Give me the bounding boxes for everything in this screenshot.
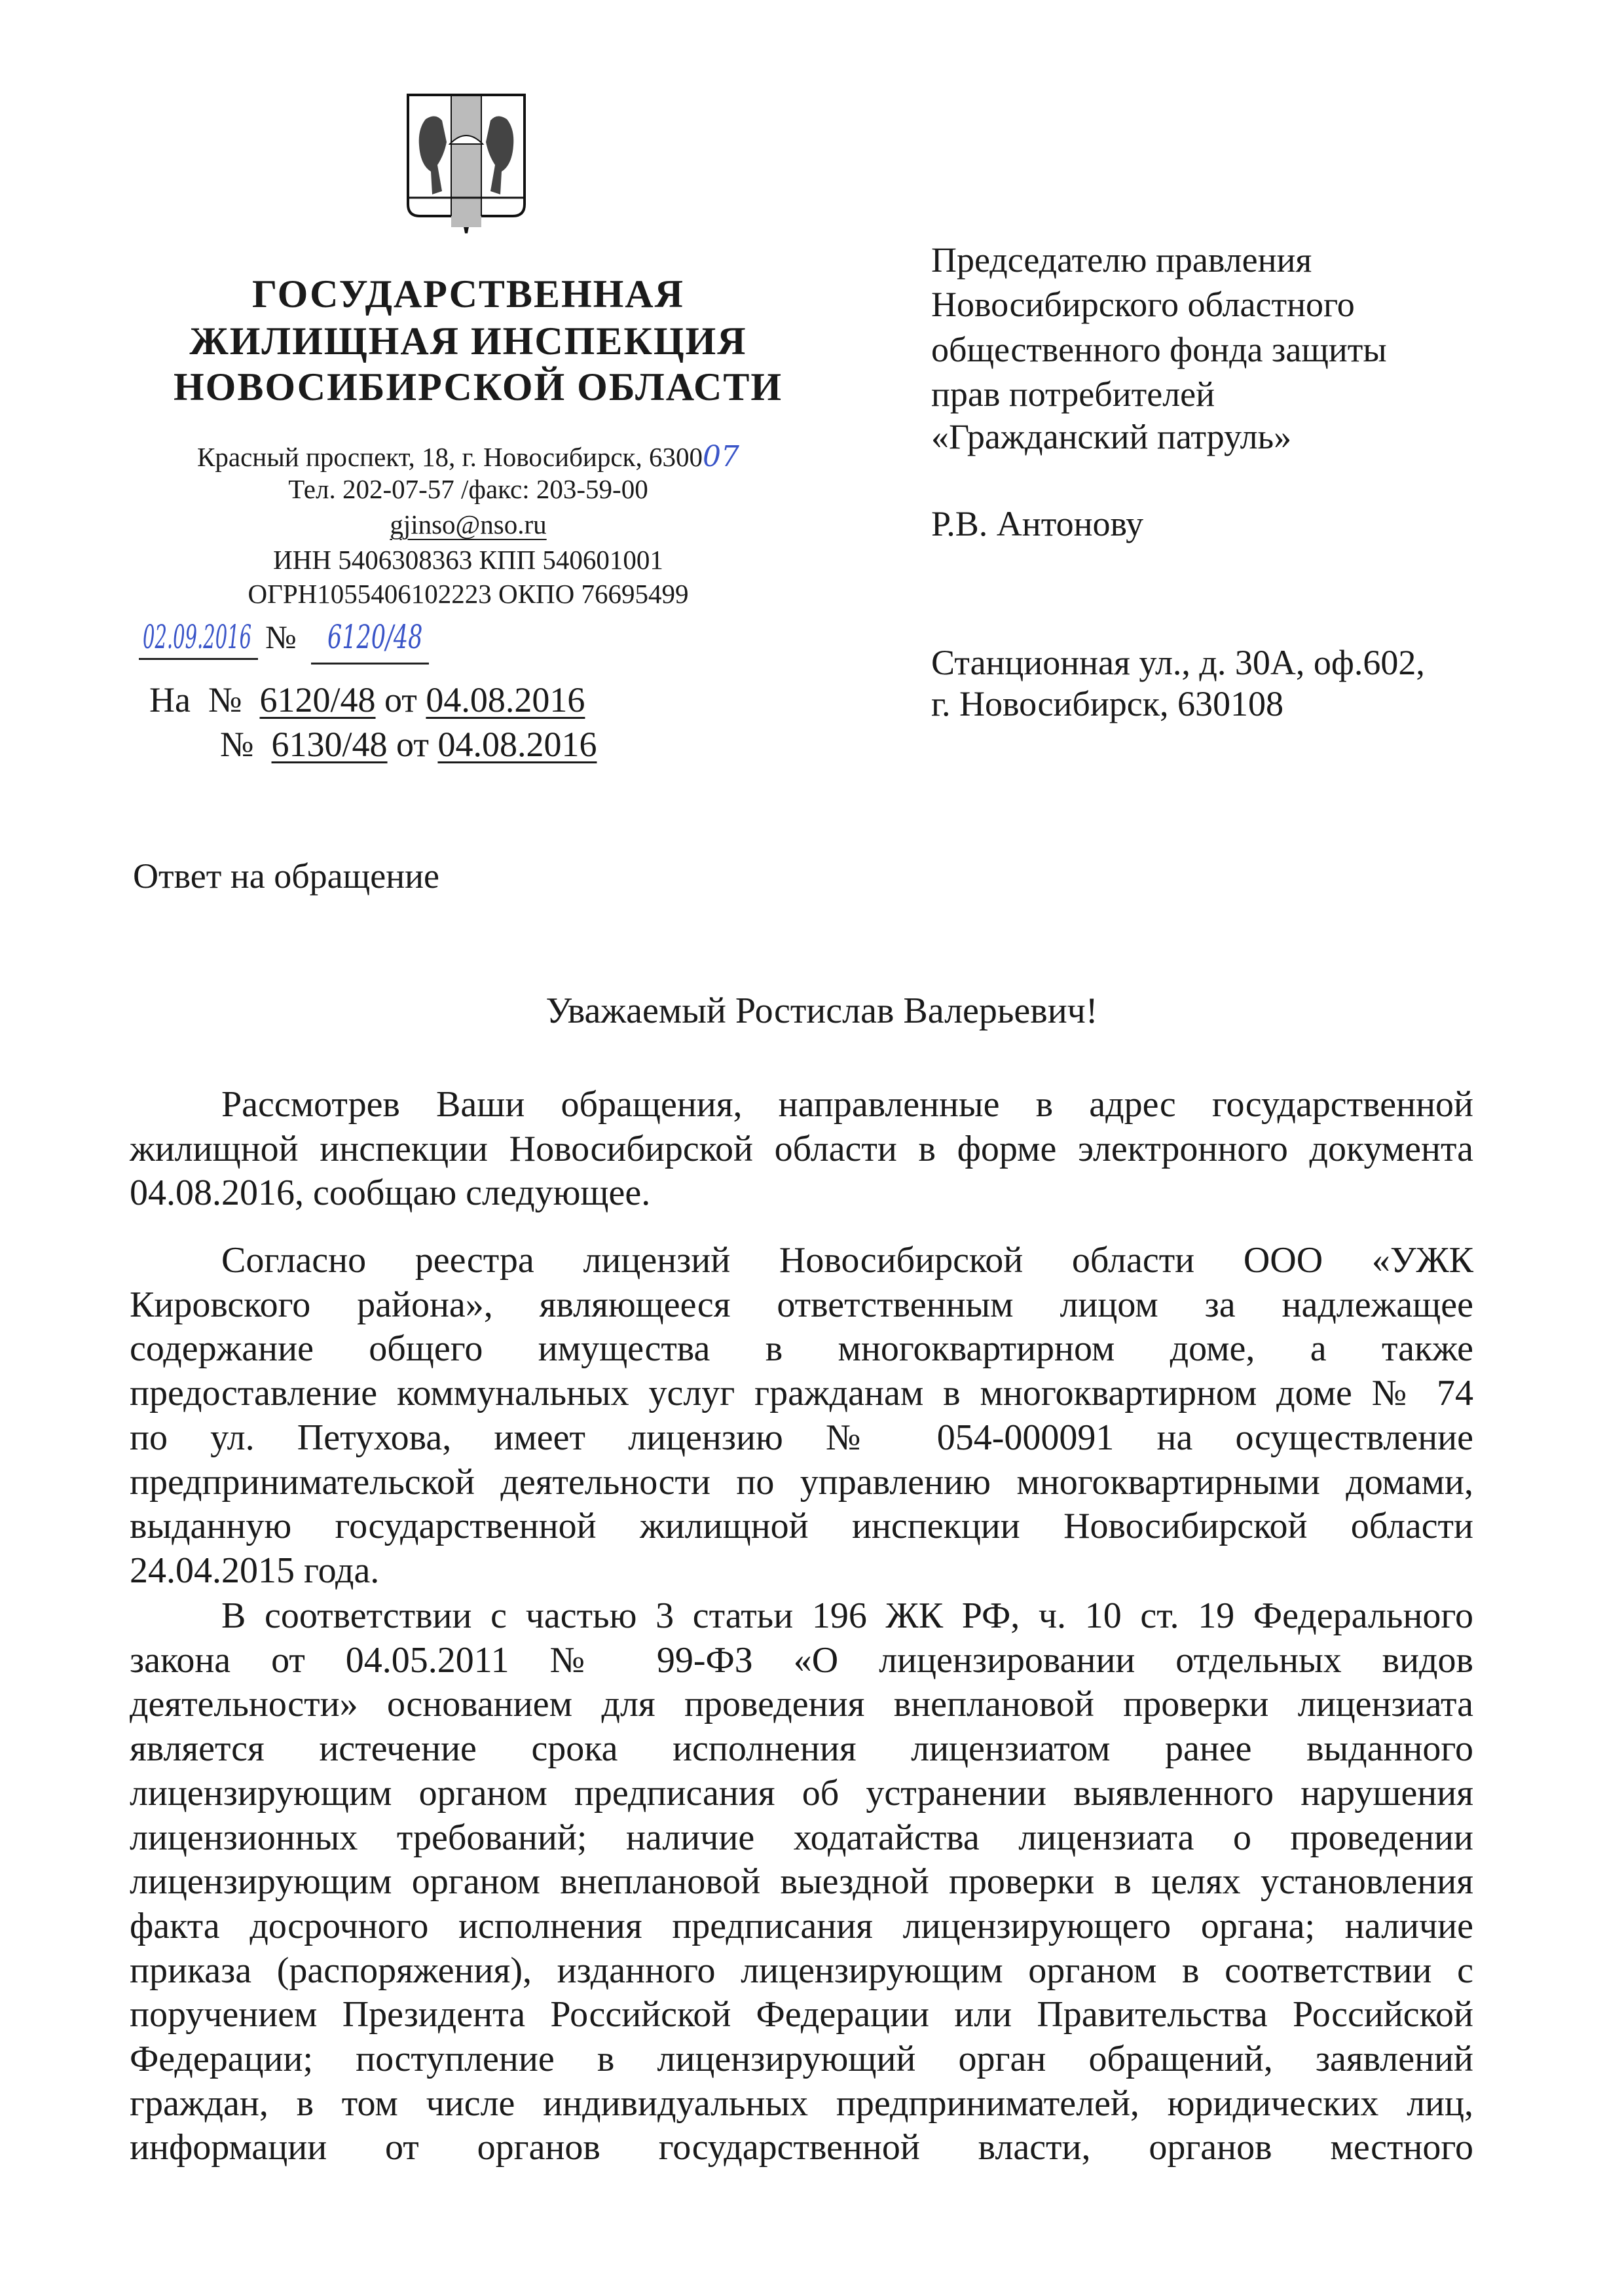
- sender-phone: Тел. 202-07-57 /факс: 203-59-00: [288, 474, 648, 504]
- paragraph-3-line: лицензионных требований; наличие ходатайства лицензиата о проведении: [130, 1817, 1473, 1858]
- subject-line: Ответ на обращение: [133, 856, 439, 896]
- paragraph-3-line: закона от 04.05.2011 № 99-ФЗ «О лицензировании отдельных видов: [130, 1639, 1473, 1681]
- recipient-line: общественного фонда защиты: [931, 330, 1387, 369]
- salutation: Уважаемый Ростислав Валерьевич!: [545, 991, 1098, 1031]
- reference-number-sign: №: [208, 680, 242, 720]
- paragraph-2-line: по ул. Петухова, имеет лицензию № 054-000091 на осуществление: [130, 1417, 1473, 1458]
- paragraph-3-line: деятельности» основанием для проведения внеплановой проверки лицензиата: [130, 1684, 1473, 1725]
- paragraph-3-line: факта досрочного исполнения предписания лицензирующего органа; наличие: [130, 1905, 1473, 1946]
- paragraph-3-line: приказа (распоряжения), изданного лицензирующим органом в соответствии с: [130, 1950, 1473, 1991]
- handwritten-postcode-fix: 07: [702, 440, 739, 473]
- sender-address-text: Красный проспект, 18, г. Новосибирск, 6300: [197, 442, 703, 472]
- recipient-address-line: г. Новосибирск, 630108: [931, 684, 1283, 723]
- recipient-address-line: Станционная ул., д. 30А, оф.602,: [931, 643, 1425, 682]
- paragraph-1-line: жилищной инспекции Новосибирской области в форме электронного документа: [130, 1128, 1473, 1169]
- paragraph-3-line: лицензирующим органом внеплановой выездной проверки в целях установления: [130, 1861, 1473, 1903]
- sender-email-row: [174, 509, 763, 540]
- paragraph-3-line: поручением Президента Российской Федерации или Правительства Российской: [130, 1994, 1473, 2035]
- number-underline: [311, 663, 429, 665]
- reference-date: 04.08.2016: [437, 725, 597, 764]
- reference-date: 04.08.2016: [426, 680, 585, 720]
- paragraph-2-line: предпринимательской деятельности по управлению многоквартирными домами,: [130, 1461, 1473, 1503]
- reference-line-1: [149, 680, 585, 720]
- sender-email[interactable]: gjinso@nso.ru: [390, 509, 547, 539]
- sender-address: [174, 440, 763, 473]
- paragraph-2-line: Согласно реестра лицензий Новосибирской области ООО «УЖК: [221, 1240, 1473, 1281]
- paragraph-3-line: лицензирующим органом предписания об устранении выявленного нарушения: [130, 1772, 1473, 1813]
- paragraph-1-line: 04.08.2016, сообщаю следующее.: [130, 1173, 651, 1214]
- reference-number: 6130/48: [271, 725, 388, 764]
- org-name-line-2: ЖИЛИЩНАЯ ИНСПЕКЦИЯ: [189, 319, 747, 363]
- coat-of-arms-emblem: [406, 93, 526, 239]
- recipient-line: Новосибирского областного: [931, 285, 1355, 324]
- reference-number: 6120/48: [259, 680, 376, 720]
- paragraph-1-line: Рассмотрев Ваши обращения, направленные в адрес государственной: [221, 1084, 1473, 1125]
- recipient-line: Председателю правления: [931, 240, 1312, 280]
- reference-prefix: На: [149, 680, 191, 720]
- outgoing-number-sign: №: [265, 619, 297, 655]
- date-underline: [139, 658, 258, 660]
- reference-number-sign: №: [220, 725, 254, 764]
- sender-inn-kpp: ИНН 5406308363 КПП 540601001: [273, 545, 663, 575]
- paragraph-3-line: граждан, в том числе индивидуальных предпринимателей, юридических лиц,: [130, 2083, 1473, 2124]
- paragraph-3-line: является истечение срока исполнения лицензиатом ранее выданного: [130, 1728, 1473, 1770]
- paragraph-3-line: Федерации; поступление в лицензирующий орган обращений, заявлений: [130, 2039, 1473, 2079]
- paragraph-2-line: предоставление коммунальных услуг гражданам в многоквартирном доме № 74: [130, 1373, 1473, 1414]
- org-name-line-1: ГОСУДАРСТВЕННАЯ: [252, 272, 684, 316]
- sender-ogrn-okpo: ОГРН1055406102223 ОКПО 76695499: [248, 579, 689, 609]
- paragraph-2-line: содержание общего имущества в многоквартирном доме, а также: [130, 1328, 1473, 1370]
- paragraph-2-line: Кировского района», являющееся ответственным лицом за надлежащее: [130, 1284, 1473, 1325]
- paragraph-2-line: выданную государственной жилищной инспекции Новосибирской области: [130, 1506, 1473, 1547]
- reference-from: от: [396, 725, 429, 764]
- recipient-line: «Гражданский патруль»: [931, 417, 1292, 456]
- recipient-name: Р.В. Антонову: [931, 504, 1144, 543]
- recipient-line: прав потребителей: [931, 374, 1215, 414]
- reference-from: от: [384, 680, 417, 720]
- org-name-line-3: НОВОСИБИРСКОЙ ОБЛАСТИ: [174, 365, 783, 409]
- paragraph-2-line: 24.04.2015 года.: [130, 1550, 380, 1591]
- paragraph-3-line: В соответствии с частью 3 статьи 196 ЖК РФ, ч. 10 ст. 19 Федерального: [221, 1595, 1473, 1636]
- handwritten-outgoing-date: 02.09.2016: [143, 618, 252, 656]
- reference-line-2: [220, 724, 597, 765]
- paragraph-3-line: информации от органов государственной власти, органов местного: [130, 2127, 1473, 2168]
- handwritten-outgoing-number: 6120/48: [327, 618, 423, 656]
